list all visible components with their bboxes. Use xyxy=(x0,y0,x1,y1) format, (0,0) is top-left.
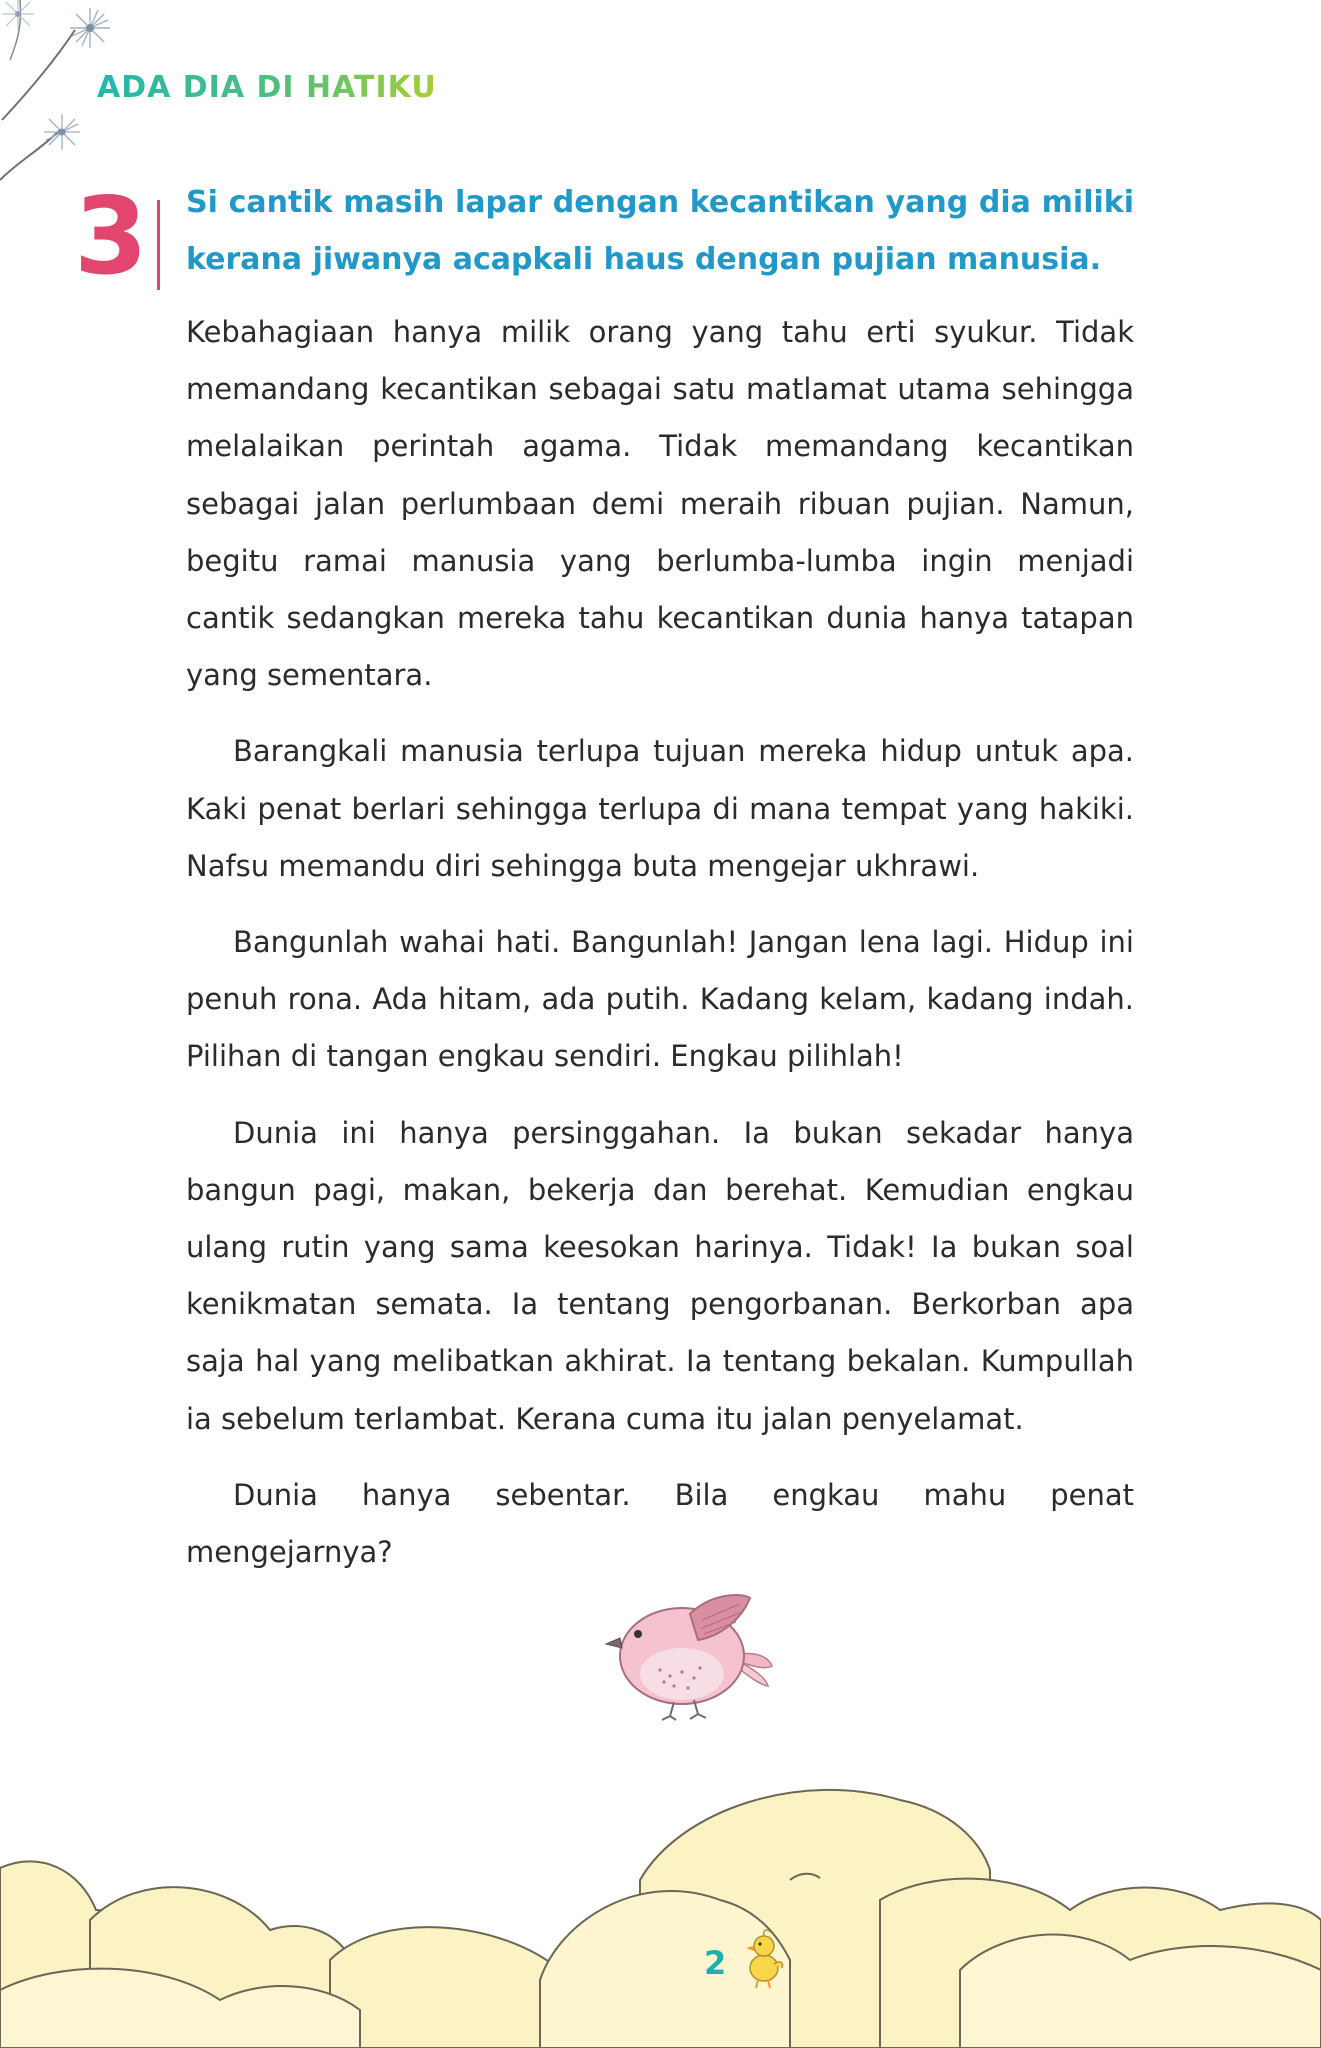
page-number: 2 xyxy=(704,1944,727,1982)
paragraph: Bangunlah wahai hati. Bangunlah! Jangan lena lagi. Hidup ini penuh rona. Ada hitam, ada putih. Kadang kelam, kadang indah. Pilihan di tangan engkau sendiri. Engkau pilihlah! xyxy=(186,925,1134,1074)
paragraph: Dunia ini hanya persinggahan. Ia bukan sekadar hanya bangun pagi, makan, bekerja dan berehat. Kemudian engkau ulang rutin yang sama keesokan harinya. Tidak! Ia bukan soal kenikmatan semata. Ia tentang pengorbanan. Berkorban apa saja hal yang melibatkan akhirat. Ia tentang bekalan. Kumpullah ia sebelum terlambat. Kerana cuma itu jalan penyelamat. xyxy=(186,1115,1134,1436)
chapter-divider xyxy=(157,200,160,290)
body-text xyxy=(186,304,1134,1600)
running-header: ADA DIA DI HATIKU xyxy=(97,70,437,105)
chapter-number: 3 xyxy=(74,175,148,298)
cream-clouds-illustration xyxy=(0,1760,1321,2048)
yellow-duckling-icon xyxy=(740,1924,786,1990)
paragraph: Kebahagiaan hanya milik orang yang tahu erti syukur. Tidak memandang kecantikan sebagai satu matlamat utama sehingga melalaikan perintah agama. Tidak memandang kecantikan sebagai jalan perlumbaan demi meraih ribuan pujian. Namun, begitu ramai manusia yang berlumba-lumba ingin menjadi cantik sedangkan mereka tahu kecantikan dunia hanya tatapan yang sementara. xyxy=(186,315,1134,693)
chapter-lead-text: Si cantik masih lapar dengan kecantikan yang dia miliki kerana jiwanya acapkali haus dengan pujian manusia. xyxy=(186,185,1134,277)
paragraph: Barangkali manusia terlupa tujuan mereka hidup untuk apa. Kaki penat berlari sehingga terlupa di mana tempat yang hakiki. Nafsu memandu diri sehingga buta mengejar ukhrawi. xyxy=(186,734,1134,883)
paragraph: Dunia hanya sebentar. Bila engkau mahu penat mengejarnya? xyxy=(186,1477,1134,1570)
pink-bird-illustration xyxy=(590,1574,780,1724)
